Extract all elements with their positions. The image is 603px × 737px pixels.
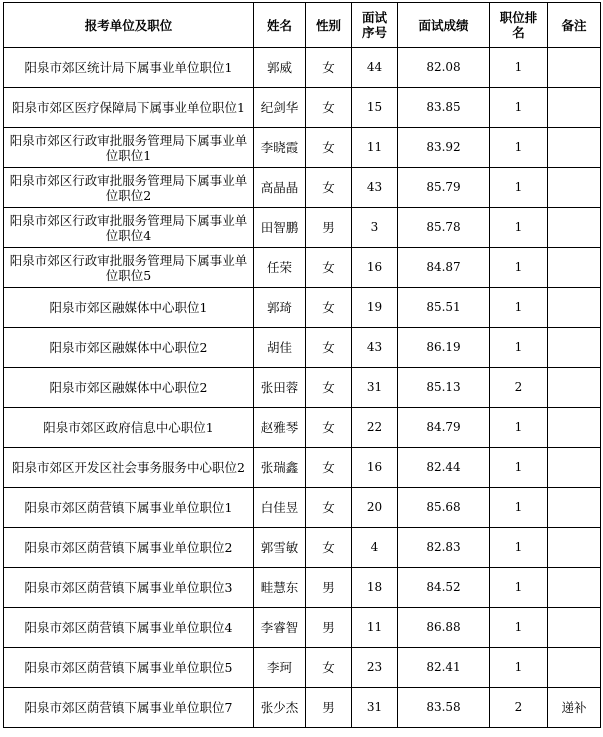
cell-score: 85.13 bbox=[398, 368, 490, 408]
cell-interview-number: 22 bbox=[352, 408, 398, 448]
cell-gender: 女 bbox=[306, 288, 352, 328]
cell-rank: 1 bbox=[490, 288, 548, 328]
cell-score: 82.41 bbox=[398, 648, 490, 688]
cell-unit: 阳泉市郊区荫营镇下属事业单位职位1 bbox=[4, 488, 254, 528]
cell-rank: 1 bbox=[490, 448, 548, 488]
cell-name: 郭威 bbox=[254, 48, 306, 88]
cell-rank: 1 bbox=[490, 528, 548, 568]
cell-gender: 男 bbox=[306, 568, 352, 608]
cell-remark bbox=[548, 48, 601, 88]
cell-rank: 1 bbox=[490, 608, 548, 648]
cell-name: 赵雅琴 bbox=[254, 408, 306, 448]
table-row bbox=[4, 288, 601, 328]
cell-remark bbox=[548, 288, 601, 328]
cell-remark bbox=[548, 448, 601, 488]
cell-interview-number: 15 bbox=[352, 88, 398, 128]
cell-interview-number: 19 bbox=[352, 288, 398, 328]
cell-unit: 阳泉市郊区融媒体中心职位2 bbox=[4, 328, 254, 368]
cell-remark bbox=[548, 88, 601, 128]
cell-name: 田智鹏 bbox=[254, 208, 306, 248]
cell-gender: 女 bbox=[306, 48, 352, 88]
header-row bbox=[4, 3, 601, 48]
cell-gender: 女 bbox=[306, 248, 352, 288]
header-name: 姓名 bbox=[254, 3, 306, 48]
results-table bbox=[3, 2, 601, 728]
cell-name: 纪剑华 bbox=[254, 88, 306, 128]
cell-score: 84.79 bbox=[398, 408, 490, 448]
cell-remark bbox=[548, 248, 601, 288]
table-row bbox=[4, 568, 601, 608]
table-row bbox=[4, 128, 601, 168]
cell-name: 李睿智 bbox=[254, 608, 306, 648]
header-rank: 职位排名 bbox=[490, 3, 548, 48]
cell-rank: 2 bbox=[490, 368, 548, 408]
cell-name: 郭雪敏 bbox=[254, 528, 306, 568]
cell-interview-number: 20 bbox=[352, 488, 398, 528]
table-row bbox=[4, 408, 601, 448]
cell-unit: 阳泉市郊区行政审批服务管理局下属事业单位职位2 bbox=[4, 168, 254, 208]
cell-name: 李晓霞 bbox=[254, 128, 306, 168]
cell-interview-number: 16 bbox=[352, 448, 398, 488]
cell-interview-number: 11 bbox=[352, 608, 398, 648]
cell-name: 郭琦 bbox=[254, 288, 306, 328]
cell-interview-number: 43 bbox=[352, 328, 398, 368]
cell-score: 82.44 bbox=[398, 448, 490, 488]
cell-unit: 阳泉市郊区融媒体中心职位2 bbox=[4, 368, 254, 408]
cell-score: 84.87 bbox=[398, 248, 490, 288]
cell-rank: 1 bbox=[490, 408, 548, 448]
header-unit: 报考单位及职位 bbox=[4, 3, 254, 48]
cell-interview-number: 43 bbox=[352, 168, 398, 208]
cell-gender: 女 bbox=[306, 648, 352, 688]
cell-name: 张瑞鑫 bbox=[254, 448, 306, 488]
cell-score: 86.19 bbox=[398, 328, 490, 368]
cell-interview-number: 3 bbox=[352, 208, 398, 248]
cell-rank: 1 bbox=[490, 128, 548, 168]
cell-unit: 阳泉市郊区荫营镇下属事业单位职位5 bbox=[4, 648, 254, 688]
cell-remark bbox=[548, 208, 601, 248]
cell-name: 张少杰 bbox=[254, 688, 306, 728]
cell-gender: 女 bbox=[306, 488, 352, 528]
cell-rank: 1 bbox=[490, 568, 548, 608]
cell-remark bbox=[548, 608, 601, 648]
cell-remark bbox=[548, 488, 601, 528]
cell-name: 白佳昱 bbox=[254, 488, 306, 528]
cell-gender: 女 bbox=[306, 328, 352, 368]
cell-unit: 阳泉市郊区荫营镇下属事业单位职位2 bbox=[4, 528, 254, 568]
cell-score: 85.68 bbox=[398, 488, 490, 528]
cell-interview-number: 18 bbox=[352, 568, 398, 608]
table-row bbox=[4, 488, 601, 528]
header-remark: 备注 bbox=[548, 3, 601, 48]
cell-unit: 阳泉市郊区荫营镇下属事业单位职位4 bbox=[4, 608, 254, 648]
cell-name: 张田蓉 bbox=[254, 368, 306, 408]
cell-unit: 阳泉市郊区荫营镇下属事业单位职位7 bbox=[4, 688, 254, 728]
cell-rank: 1 bbox=[490, 248, 548, 288]
cell-gender: 女 bbox=[306, 528, 352, 568]
header-interview-number: 面试序号 bbox=[352, 3, 398, 48]
table-row bbox=[4, 88, 601, 128]
cell-gender: 男 bbox=[306, 608, 352, 648]
table-row bbox=[4, 528, 601, 568]
cell-name: 高晶晶 bbox=[254, 168, 306, 208]
cell-unit: 阳泉市郊区行政审批服务管理局下属事业单位职位1 bbox=[4, 128, 254, 168]
cell-gender: 女 bbox=[306, 408, 352, 448]
cell-remark bbox=[548, 368, 601, 408]
cell-rank: 1 bbox=[490, 488, 548, 528]
cell-gender: 女 bbox=[306, 368, 352, 408]
cell-score: 85.78 bbox=[398, 208, 490, 248]
cell-score: 84.52 bbox=[398, 568, 490, 608]
cell-remark: 递补 bbox=[548, 688, 601, 728]
cell-remark bbox=[548, 568, 601, 608]
cell-interview-number: 11 bbox=[352, 128, 398, 168]
cell-interview-number: 23 bbox=[352, 648, 398, 688]
cell-score: 83.85 bbox=[398, 88, 490, 128]
cell-score: 82.08 bbox=[398, 48, 490, 88]
table-row bbox=[4, 648, 601, 688]
cell-rank: 1 bbox=[490, 48, 548, 88]
cell-remark bbox=[548, 128, 601, 168]
cell-interview-number: 31 bbox=[352, 688, 398, 728]
cell-rank: 1 bbox=[490, 208, 548, 248]
cell-remark bbox=[548, 328, 601, 368]
cell-rank: 1 bbox=[490, 648, 548, 688]
cell-name: 畦慧东 bbox=[254, 568, 306, 608]
cell-unit: 阳泉市郊区行政审批服务管理局下属事业单位职位5 bbox=[4, 248, 254, 288]
table-row bbox=[4, 368, 601, 408]
cell-gender: 女 bbox=[306, 88, 352, 128]
cell-remark bbox=[548, 528, 601, 568]
cell-unit: 阳泉市郊区统计局下属事业单位职位1 bbox=[4, 48, 254, 88]
table-row bbox=[4, 608, 601, 648]
cell-remark bbox=[548, 408, 601, 448]
cell-remark bbox=[548, 648, 601, 688]
table-row bbox=[4, 48, 601, 88]
table-row bbox=[4, 328, 601, 368]
cell-interview-number: 31 bbox=[352, 368, 398, 408]
cell-score: 82.83 bbox=[398, 528, 490, 568]
cell-interview-number: 44 bbox=[352, 48, 398, 88]
cell-gender: 女 bbox=[306, 168, 352, 208]
cell-rank: 1 bbox=[490, 168, 548, 208]
cell-gender: 女 bbox=[306, 128, 352, 168]
cell-rank: 2 bbox=[490, 688, 548, 728]
cell-name: 任荣 bbox=[254, 248, 306, 288]
cell-rank: 1 bbox=[490, 88, 548, 128]
table-row bbox=[4, 168, 601, 208]
header-gender: 性别 bbox=[306, 3, 352, 48]
table-row bbox=[4, 688, 601, 728]
cell-unit: 阳泉市郊区政府信息中心职位1 bbox=[4, 408, 254, 448]
cell-unit: 阳泉市郊区开发区社会事务服务中心职位2 bbox=[4, 448, 254, 488]
cell-gender: 男 bbox=[306, 688, 352, 728]
cell-gender: 女 bbox=[306, 448, 352, 488]
cell-name: 胡佳 bbox=[254, 328, 306, 368]
cell-name: 李珂 bbox=[254, 648, 306, 688]
table-row bbox=[4, 248, 601, 288]
cell-interview-number: 16 bbox=[352, 248, 398, 288]
table-row bbox=[4, 208, 601, 248]
cell-score: 83.58 bbox=[398, 688, 490, 728]
cell-gender: 男 bbox=[306, 208, 352, 248]
cell-interview-number: 4 bbox=[352, 528, 398, 568]
cell-unit: 阳泉市郊区融媒体中心职位1 bbox=[4, 288, 254, 328]
cell-score: 83.92 bbox=[398, 128, 490, 168]
cell-score: 86.88 bbox=[398, 608, 490, 648]
header-score: 面试成绩 bbox=[398, 3, 490, 48]
cell-score: 85.51 bbox=[398, 288, 490, 328]
cell-score: 85.79 bbox=[398, 168, 490, 208]
cell-unit: 阳泉市郊区医疗保障局下属事业单位职位1 bbox=[4, 88, 254, 128]
cell-rank: 1 bbox=[490, 328, 548, 368]
cell-unit: 阳泉市郊区行政审批服务管理局下属事业单位职位4 bbox=[4, 208, 254, 248]
cell-unit: 阳泉市郊区荫营镇下属事业单位职位3 bbox=[4, 568, 254, 608]
cell-remark bbox=[548, 168, 601, 208]
table-row bbox=[4, 448, 601, 488]
